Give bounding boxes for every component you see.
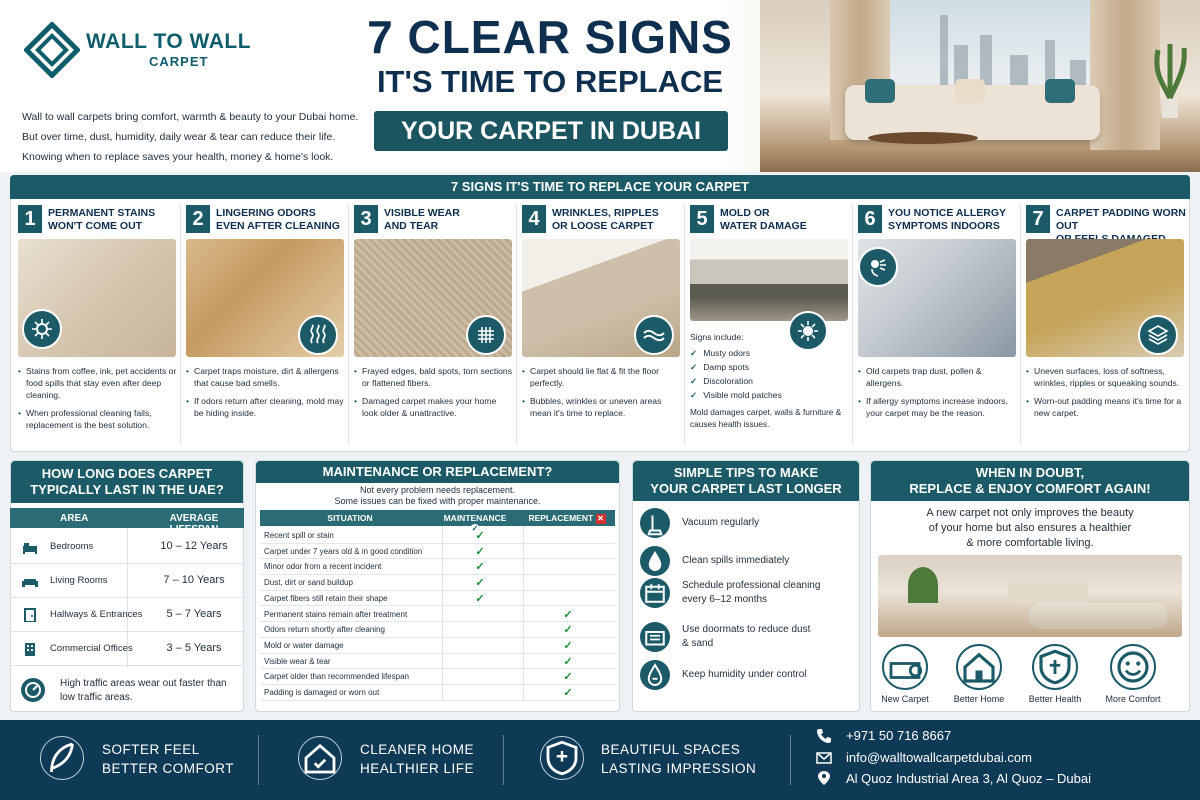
sign-check-item: ✓ Musty odors [690,348,751,358]
tip-text: Schedule professional cleaning every 6–12 months [682,580,821,605]
sign-description [1026,365,1186,425]
sign-description [690,331,850,430]
check-icon: ✓ [475,577,485,590]
maintenance-row [260,528,615,544]
lifespan-area: Hallways & Entrances [50,609,143,620]
brand-logo[interactable] [24,20,252,80]
coffee-table [868,132,978,144]
footer-benefit: BEAUTIFUL SPACES LASTING IMPRESSION [601,742,757,776]
benefit-label: Better Health [1028,694,1082,704]
brand-subname: CARPET [149,54,209,69]
tip-item [640,622,855,656]
shield-icon [1032,644,1078,690]
maintenance-situation: Visible wear & tear [264,656,331,666]
brand-name: WALL TO WALL [86,30,252,53]
check-icon: ✓ [475,530,485,542]
sign-footer-note: Mold damages carpet, walls & furniture & causes health issues. [690,407,842,429]
signs-header: 7 SIGNS IT'S TIME TO REPLACE YOUR CARPET [10,175,1190,199]
maintenance-row [260,575,615,591]
droplet-icon [640,546,670,576]
check-icon: ✓ [475,592,485,605]
sign-point: • If allergy symptoms increase indoors, your carpet may be the reason. [858,395,1018,419]
plant-icon [1150,40,1190,120]
maintenance-situation: Minor odor from a recent incident [264,562,382,572]
sign-description [858,365,1018,425]
contact-address[interactable]: Al Quoz Industrial Area 3, Al Quoz – Dubai [846,771,1091,786]
tips-title: SIMPLE TIPS TO MAKE YOUR CARPET LAST LONGER [633,461,859,501]
sign-description [18,365,178,437]
signs-list [18,175,1188,452]
contact-phone[interactable]: +971 50 716 8667 [846,728,952,743]
sign-point: • Carpet traps moisture, dirt & allergens that cause bad smells. [186,365,346,389]
sign-title: WRINKLES, RIPPLES OR LOOSE CARPET [552,207,659,232]
footer-benefit: CLEANER HOME HEALTHIER LIFE [360,742,475,776]
maintenance-situation: Carpet older than recommended lifespan [264,672,409,682]
maintenance-situation: Carpet under 7 years old & in good condition [264,546,423,556]
maintenance-situation: Carpet fibers still retain their shape [264,593,388,603]
lifespan-row [10,564,244,598]
benefit-label: New Carpet [881,694,929,704]
sign-card-7 [1026,205,1184,445]
check-icon: ✓ [690,390,698,400]
lifespan-years: 7 – 10 Years [163,574,225,586]
logo-mark-icon [24,22,80,78]
maintenance-row [260,559,615,575]
check-icon: ✓ [690,348,698,358]
shield-sparkle-icon [540,736,584,780]
sign-point: • If odors return after cleaning, mold may be hiding inside. [186,395,346,419]
intro-line-1: Wall to wall carpets bring comfort, warmth & beauty to your Dubai home. [22,111,359,123]
benefit-label: More Comfort [1105,694,1161,704]
check-icon: ✓ [563,655,573,668]
maintenance-situation: Odors return shortly after cleaning [264,625,385,635]
doormat-icon [640,622,670,652]
sign-description [522,365,682,425]
maintenance-situation: Mold or water damage [264,640,344,650]
tip-text: Clean spills immediately [682,555,790,566]
lifespan-area: Living Rooms [50,575,108,586]
sign-title: CARPET PADDING WORN OUT [1056,207,1186,232]
page-title: 7 CLEAR SIGNS [367,11,733,63]
sign-point: • Bubbles, wrinkles or uneven areas mean it's time to replace. [522,395,682,419]
sign-photo [690,239,848,321]
lifespan-area: Bedrooms [50,541,94,552]
carpet-icon [882,644,928,690]
intro-line-3: Knowing when to replace saves your health, money & home's look. [22,151,334,163]
door-icon [22,608,38,622]
email-icon [816,750,832,766]
lifespan-note-text: High traffic areas wear out faster than low traffic areas. [60,678,227,703]
sign-number: 7 [1026,205,1050,233]
maintenance-title: MAINTENANCE OR REPLACEMENT? [256,461,619,483]
sign-card-5 [690,205,848,445]
humidity-icon [640,660,670,690]
sign-card-1 [18,205,176,445]
contact-email[interactable]: info@walltowallcarpetdubai.com [846,750,1032,765]
maintenance-row [260,544,615,560]
house-check-icon [298,736,342,780]
home-icon [956,644,1002,690]
check-icon: ✓ [690,376,698,386]
replace-text: A new carpet not only improves the beauty of your home but also ensures a healthier & more comfortable living. [926,507,1134,549]
odor-waves-icon [298,315,338,355]
sofa [845,85,1100,140]
check-icon: ✓ [563,639,573,652]
maintenance-situation: Recent spill or stain [264,531,334,540]
sign-checks-intro: Signs include: [690,332,744,342]
grid-fiber-icon [466,315,506,355]
tip-text: Vacuum regularly [682,517,760,528]
maintenance-row [260,591,615,607]
maintenance-row [260,685,615,701]
maintenance-situation: Padding is damaged or worn out [264,688,380,697]
sign-card-3 [354,205,512,445]
sign-number: 5 [690,205,714,233]
col-situation: SITUATION [327,513,373,523]
check-icon: ✓ [563,608,573,621]
maintenance-table-header [260,510,615,533]
virus-stain-icon [22,309,62,349]
sign-title: MOLD OR WATER DAMAGE [720,207,807,232]
sign-title: LINGERING ODORS EVEN AFTER CLEANING [216,207,340,232]
sign-number: 3 [354,205,378,233]
bed-icon [22,540,38,554]
vacuum-icon [640,508,670,538]
tip-text: Use doormats to reduce dust & sand [682,624,811,649]
sign-check-item: ✓ Discoloration [690,376,753,386]
page-title-highlight: YOUR CARPET IN DUBAI [374,111,728,151]
sign-card-4 [522,205,680,445]
sign-number: 4 [522,205,546,233]
phone-icon [816,728,832,744]
allergy-sneeze-icon [858,247,898,287]
sign-card-2 [186,205,344,445]
tip-item [640,660,855,694]
sign-card-6 [858,205,1016,445]
lifespan-row [10,632,244,666]
tip-item [640,578,855,612]
sign-point: • Damaged carpet makes your home look older & unattractive. [354,395,514,419]
check-icon: ✓ [563,687,573,699]
check-icon: ✓ [475,561,485,574]
sign-point: • Old carpets trap dust, pollen & allergens. [858,365,1018,389]
footer-benefit: SOFTER FEEL BETTER COMFORT [102,742,235,776]
sign-point: • Frayed edges, bald spots, torn sections or flattened fibers. [354,365,514,389]
feather-icon [40,736,84,780]
replace-title: WHEN IN DOUBT, REPLACE & ENJOY COMFORT AGAIN! [871,461,1189,501]
lifespan-years: 10 – 12 Years [160,540,228,552]
maintenance-row [260,654,615,670]
benefit-label: Better Home [953,694,1005,704]
check-icon: ✓ [471,524,479,533]
maintenance-row [260,622,615,638]
check-icon: ✓ [563,624,573,637]
check-icon: ✓ [563,671,573,684]
tip-item [640,546,855,580]
location-pin-icon [816,770,832,786]
sign-title: PERMANENT STAINS WON'T COME OUT [48,207,156,232]
sign-check-item: ✓ Visible mold patches [690,390,782,400]
lifespan-years: 3 – 5 Years [166,642,222,654]
cross-icon: ✕ [597,514,604,523]
wave-icon [634,315,674,355]
gauge-icon [20,677,46,703]
check-icon: ✓ [475,545,485,558]
lifespan-note [20,675,240,707]
lifespan-table-header [10,508,244,535]
sign-point: • Carpet should lie flat & fit the floor perfectly. [522,365,682,389]
col-lifespan: AVERAGE LIFESPAN [169,513,219,535]
lifespan-area: Commercial Offices [50,643,133,654]
sign-number: 2 [186,205,210,233]
sign-title: YOU NOTICE ALLERGY SYMPTOMS INDOORS [888,207,1007,232]
sign-check-item: ✓ Damp spots [690,362,750,372]
smile-icon [1110,644,1156,690]
lifespan-years: 5 – 7 Years [166,608,222,620]
col-replacement: REPLACEMENT ✕ [528,513,604,523]
sign-number: 1 [18,205,42,233]
maintenance-row [260,638,615,654]
page-title-line-2: IT'S TIME TO REPLACE [376,64,724,99]
col-area: AREA [60,513,89,524]
lifespan-title: HOW LONG DOES CARPET TYPICALLY LAST IN THE UAE? [11,461,243,503]
tip-item [640,508,855,542]
maintenance-row [260,669,615,685]
sofa-icon [22,574,38,588]
sign-description [354,365,514,425]
sign-point: • Worn-out padding means it's time for a new carpet. [1026,395,1186,419]
maintenance-row [260,607,615,623]
sign-point: • Stains from coffee, ink, pet accidents or food spills that stay even after deep cleaning. [18,365,178,401]
lifespan-row [10,530,244,564]
rolled-carpet-photo [878,555,1182,637]
sign-point: • When professional cleaning fails, replacement is the best solution. [18,407,178,431]
layers-icon [1138,315,1178,355]
sign-description [186,365,346,425]
sign-point: • Uneven surfaces, loss of softness, wrinkles, ripples or squeaking sounds. [1026,365,1186,389]
sign-title: VISIBLE WEAR AND TEAR [384,207,460,232]
maintenance-situation: Permanent stains remain after treatment [264,609,408,619]
col-maintenance: MAINTENANCE ✓ [443,513,507,533]
tip-text: Keep humidity under control [682,669,807,680]
sign-number: 6 [858,205,882,233]
check-icon: ✓ [690,362,698,372]
lifespan-row [10,598,244,632]
maintenance-subtitle: Not every problem needs replacement. Some issues can be fixed with proper maintenance. [334,485,541,506]
building-icon [22,642,38,656]
calendar-icon [640,578,670,608]
intro-line-2: But over time, dust, humidity, daily wear & tear can reduce their life. [22,131,336,143]
maintenance-situation: Dust, dirt or sand buildup [264,578,353,588]
